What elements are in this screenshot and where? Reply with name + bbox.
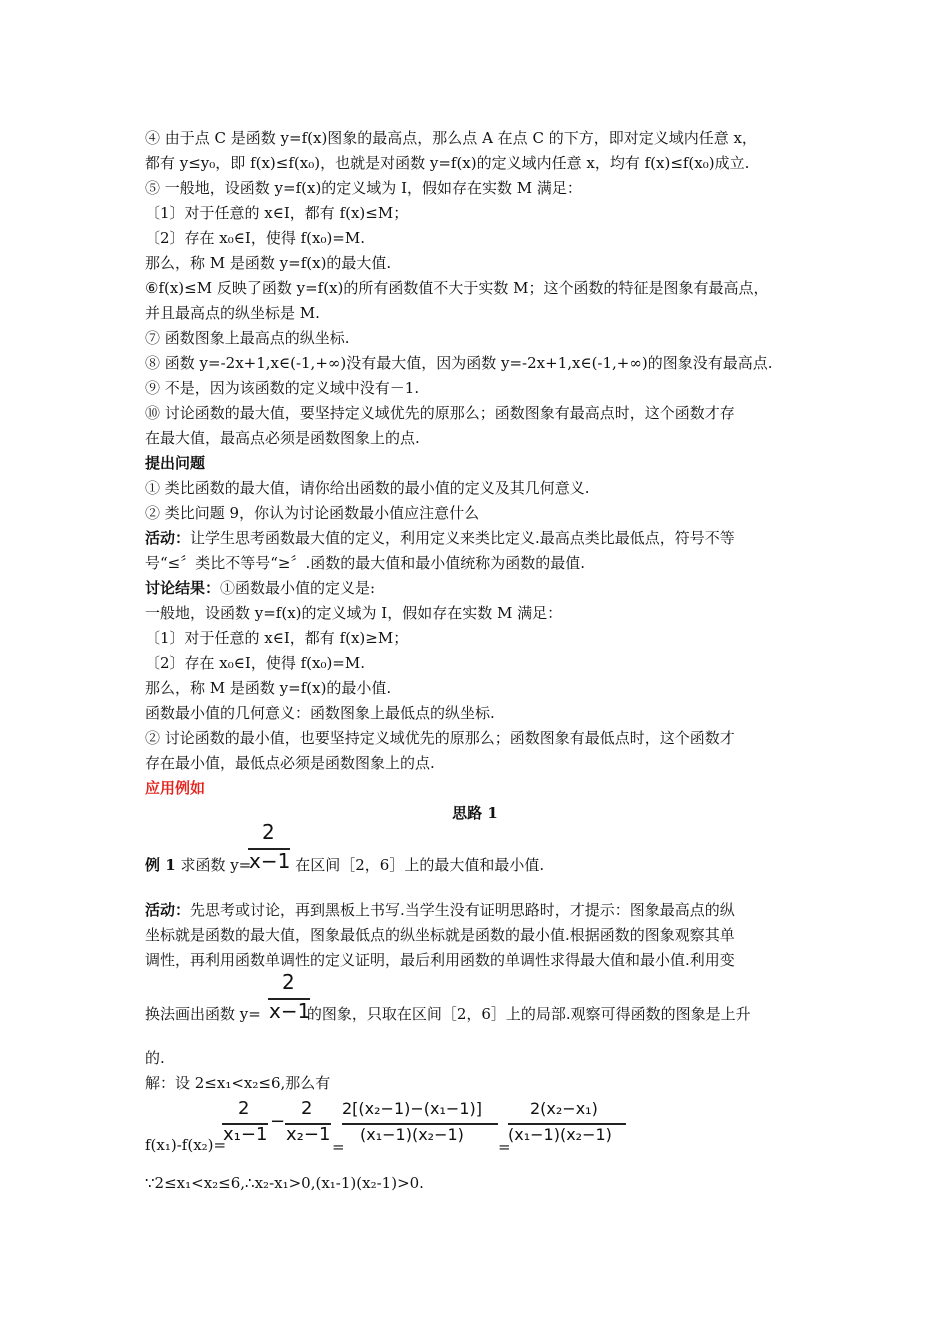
example-prefix: 求函数 y= <box>175 856 252 874</box>
example-suffix: 在区间［2，6］上的最大值和最小值. <box>295 856 545 874</box>
activity-label: 活动： <box>145 529 191 547</box>
fraction-numerator: 2(x₂−x₁) <box>530 1099 598 1118</box>
fraction-denominator: x−1 <box>249 849 291 873</box>
text-line: 那么，称 M 是函数 y=f(x)的最小值. <box>145 679 392 697</box>
discussion-line <box>145 578 375 598</box>
fraction <box>268 970 310 1026</box>
text-line: 〔2〕存在 x₀∈I，使得 f(x₀)=M. <box>145 229 366 247</box>
text-line: 都有 y≤y₀，即 f(x)≤f(x₀)，也就是对函数 y=f(x)的定义域内任意 x，均有 f(x)≤f(x₀)成立. <box>145 154 750 172</box>
text-line: ⑧ 函数 y=-2x+1,x∈(-1,+∞)没有最大值，因为函数 y=-2x+1,x∈(-1,+∞)的图象没有最高点. <box>145 354 773 372</box>
activity-label: 活动： <box>145 901 191 919</box>
text-line: ② 讨论函数的最小值，也要坚持定义域优先的原那么；函数图象有最低点时，这个函数才 <box>145 729 735 747</box>
text-line: ⑨ 不是，因为该函数的定义域中没有－1. <box>145 379 420 397</box>
text-line: ⑦ 函数图象上最高点的纵坐标. <box>145 329 350 347</box>
fraction-denominator: x₁−1 <box>223 1124 268 1145</box>
equals-sign: = <box>332 1138 345 1156</box>
section-heading: 提出问题 <box>145 454 206 472</box>
discussion-label: 讨论结果： <box>145 579 221 597</box>
text-line <box>145 1004 751 1024</box>
text-line: ⑩ 讨论函数的最大值，要坚持定义域优先的原那么；函数图象有最高点时，这个函数才存 <box>145 404 735 422</box>
text-line: ④ 由于点 C 是函数 y=f(x)图象的最高点，那么点 A 在点 C 的下方，即对定义域内任意 x， <box>145 129 757 147</box>
fraction-denominator: x−1 <box>269 999 311 1023</box>
text-line: 〔1〕对于任意的 x∈I，都有 f(x)≥M； <box>145 629 409 647</box>
fraction-numerator: 2[(x₂−1)−(x₁−1)] <box>342 1099 482 1118</box>
fraction-term-3 <box>342 1098 498 1150</box>
text-suffix: 的图象，只取在区间［2，6］上的局部.观察可得函数的图象是上升 <box>306 1005 751 1023</box>
equals-sign: = <box>498 1138 511 1156</box>
activity-text: 先思考或讨论，再到黑板上书写.当学生没有证明思路时，才提示：图象最高点的纵 <box>190 901 735 919</box>
subsection-heading: 思路 1 <box>452 804 498 822</box>
fraction-numerator: 2 <box>282 970 295 994</box>
example-line <box>145 855 544 875</box>
fraction-denominator: x₂−1 <box>286 1124 331 1145</box>
text-line: 那么，称 M 是函数 y=f(x)的最大值. <box>145 254 392 272</box>
text-line: 的. <box>145 1049 165 1067</box>
fraction <box>248 820 290 876</box>
example-label: 例 1 <box>145 856 176 874</box>
fraction-numerator: 2 <box>301 1098 313 1119</box>
discussion-text: ①函数最小值的定义是: <box>220 579 376 597</box>
fraction-denominator: (x₁−1)(x₂−1) <box>508 1125 612 1144</box>
fraction-term-1 <box>222 1098 268 1150</box>
fraction-term-4 <box>508 1098 626 1150</box>
fraction-numerator: 2 <box>262 820 275 844</box>
text-line: 调性，再利用函数单调性的定义证明，最后利用函数的单调性求得最大值和最小值.利用变 <box>145 951 735 969</box>
text-line: ∵2≤x₁<x₂≤6,∴x₂-x₁>0,(x₁-1)(x₂-1)>0. <box>145 1174 424 1192</box>
text-line: ② 类比问题 9，你认为讨论函数最小值应注意什么 <box>145 504 480 522</box>
text-line: ⑥f(x)≤M 反映了函数 y=f(x)的所有函数值不大于实数 M；这个函数的特征是图象有最高点， <box>145 279 769 297</box>
text-line: 函数最小值的几何意义：函数图象上最低点的纵坐标. <box>145 704 495 722</box>
text-line: 在最大值，最高点必须是函数图象上的点. <box>145 429 420 447</box>
text-line: ① 类比函数的最大值，请你给出函数的最小值的定义及其几何意义. <box>145 479 590 497</box>
text-line: 并且最高点的纵坐标是 M. <box>145 304 320 322</box>
text-line: 存在最小值，最低点必须是函数图象上的点. <box>145 754 435 772</box>
equation-label: f(x₁)-f(x₂)= <box>145 1136 227 1154</box>
text-line: 一般地，设函数 y=f(x)的定义域为 I，假如存在实数 M 满足： <box>145 604 563 622</box>
text-prefix: 换法画出函数 y= <box>145 1005 261 1023</box>
activity-line <box>145 900 735 920</box>
text-line: 坐标就是函数的最大值，图象最低点的纵坐标就是函数的最小值.根据函数的图象观察其单 <box>145 926 735 944</box>
activity-line <box>145 528 735 548</box>
text-line: ⑤ 一般地，设函数 y=f(x)的定义域为 I，假如存在实数 M 满足： <box>145 179 582 197</box>
activity-text: 让学生思考函数最大值的定义，利用定义来类比定义.最高点类比最低点，符号不等 <box>190 529 735 547</box>
section-heading-red: 应用例如 <box>145 779 206 797</box>
text-line: 号“≤〞类比不等号“≥〞.函数的最大值和最小值统称为函数的最值. <box>145 554 586 572</box>
fraction-numerator: 2 <box>238 1098 250 1119</box>
fraction-term-2 <box>285 1098 331 1150</box>
minus-sign: − <box>270 1111 286 1132</box>
text-line: 〔1〕对于任意的 x∈I，都有 f(x)≤M； <box>145 204 409 222</box>
text-line: 〔2〕存在 x₀∈I，使得 f(x₀)=M. <box>145 654 366 672</box>
fraction-denominator: (x₁−1)(x₂−1) <box>360 1125 464 1144</box>
text-line: 解：设 2≤x₁<x₂≤6,那么有 <box>145 1074 331 1092</box>
